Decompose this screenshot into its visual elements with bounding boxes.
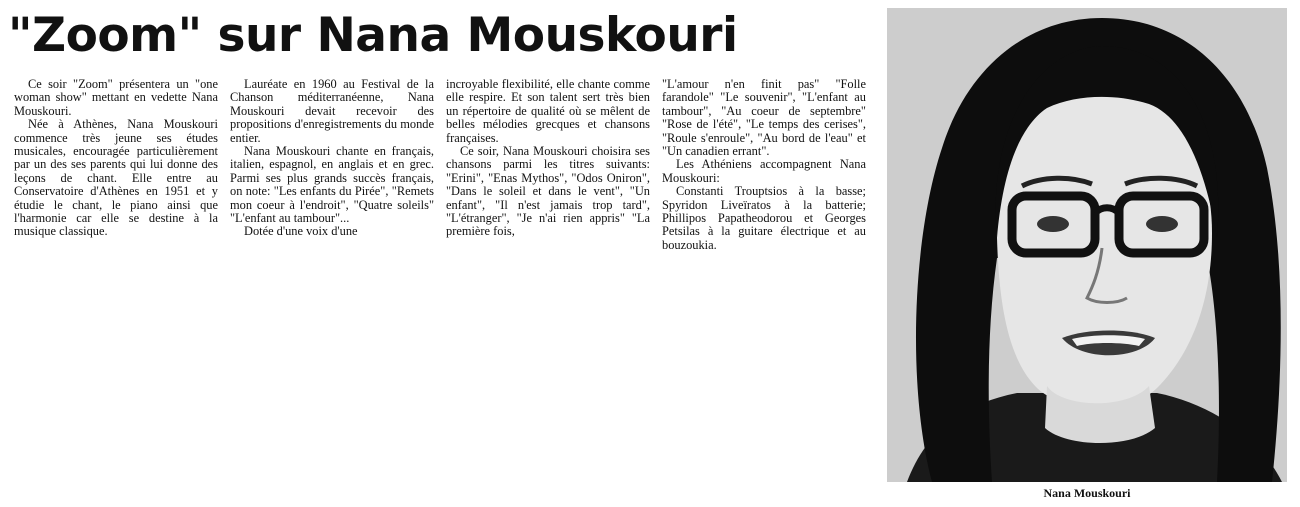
article-column-1 [14,78,218,318]
article-paragraph: "L'amour n'en finit pas" "Folle farandole" "Le souvenir", "L'enfant au tambour", "Au coeur de septembre" "Rose de l'été", "Le temps des cerises", "Roule s'enroule", "Au bord de l'eau" et "Un canadien errant". [662,78,866,159]
article-paragraph: Née à Athènes, Nana Mouskouri commence très jeune ses études musicales, encouragée particulièrement par un des ses parents qui lui donne des leçons de chant. Elle entre au Conservatoire d'Athènes en 1951 et y étudie le chant, le piano ainsi que l'harmonie car elle se destine à la musique classique. [14,117,218,239]
article-columns [14,78,869,318]
portrait-photo [887,8,1287,482]
article-paragraph: Constanti Trouptsios à la basse; Spyridon Liveïratos à la batterie; Phillipos Papatheodorou et Georges Petsilas à la guitare électrique et au bouzoukia. [662,184,866,252]
photo-caption: Nana Mouskouri [1043,486,1131,500]
headline: "Zoom" sur Nana Mouskouri [8,8,738,63]
article-paragraph: Lauréate en 1960 au Festival de la Chanson méditerranéenne, Nana Mouskouri devait recevoir des propositions d'enregistrements du monde entier. [230,78,434,145]
article-paragraph: Ce soir, Nana Mouskouri choisira ses chansons parmi les titres suivants: "Erini", "Enas Mythos", "Odos Oniron", "Dans le soleil et dans le vent", "Un enfant", "Il n'est jamais trop tard", "L'étranger", "Je n'ai rien appris" "La première fois, [446,144,650,239]
article-paragraph: incroyable flexibilité, elle chante comme elle respire. Et son talent sert très bien un répertoire de qualité où se mêlent de belles mélodies grecques et chansons françaises. [446,78,650,145]
article-paragraph: Dotée d'une voix d'une [244,224,358,239]
portrait-image [887,8,1287,482]
article-paragraph: Ce soir "Zoom" présentera un "one woman show" mettant en vedette Nana Mouskouri. [14,78,218,118]
article-column-4 [662,78,866,318]
article-column-3 [446,78,650,318]
article-column-2 [230,78,434,318]
article-paragraph: Nana Mouskouri chante en français, italien, espagnol, en anglais et en grec. Parmi ses plus grands succès français, on note: "Les enfants du Pirée", "Remets mon coeur à l'endroit", "Quatre soleils" "L'enfant au tambour"... [230,144,434,226]
article-paragraph: Les Athéniens accompagnent Nana Mouskouri: [662,157,866,185]
